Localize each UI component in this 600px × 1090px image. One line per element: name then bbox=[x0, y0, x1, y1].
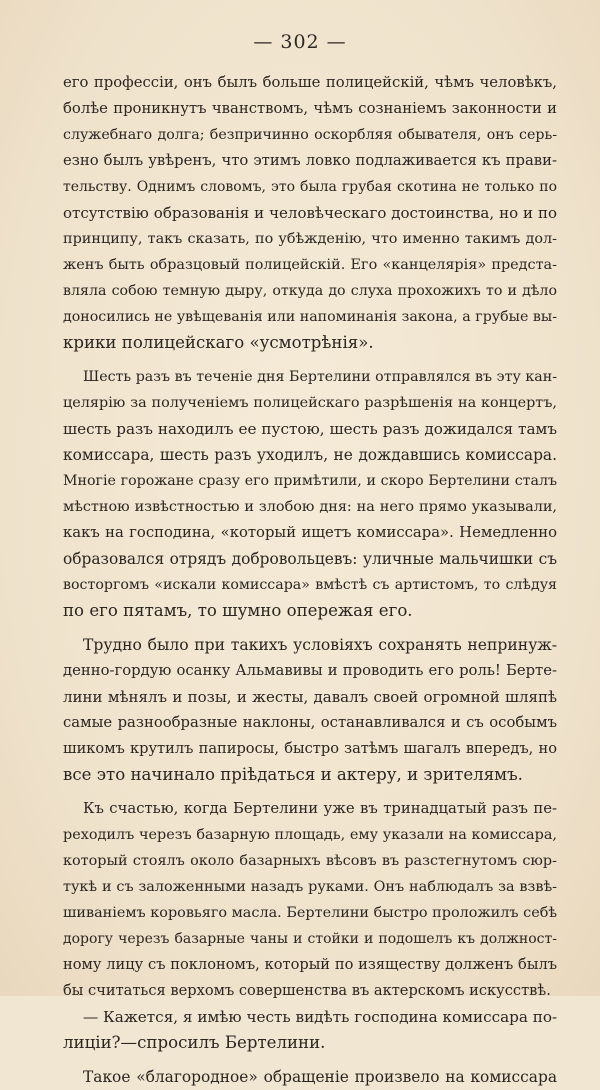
text-line: Такое «благородное» обращеніе произвело на комиссара bbox=[83, 1068, 557, 1086]
text-line: лиціи?—спросилъ Бертелини. bbox=[63, 1033, 326, 1052]
text-line: комиссара, шесть разъ уходилъ, не дождавшись комиссара. bbox=[63, 446, 557, 464]
page-number: — 302 — bbox=[253, 31, 347, 53]
text-line: ному лицу съ поклономъ, который по изяществу долженъ былъ bbox=[63, 956, 557, 973]
text-line: дорогу черезъ базарные чаны и стойки и подошелъ къ должност- bbox=[63, 931, 557, 947]
paragraph-6 bbox=[63, 1064, 557, 1090]
text-line: тельству. Однимъ словомъ, это была грубая скотина не только по bbox=[63, 179, 557, 195]
text-line: восторгомъ «искали комиссара» вмѣстѣ съ артистомъ, то слѣдуя bbox=[63, 577, 557, 593]
text-line: — Кажется, я имѣю честь видѣть господина комиссара по- bbox=[83, 1008, 558, 1026]
text-line: езно былъ увѣренъ, что этимъ ловко подлаживается къ прави- bbox=[63, 152, 557, 169]
body-text bbox=[63, 70, 557, 1090]
text-line: служебнаго долга; безпричинно оскорбляя обывателя, онъ серь- bbox=[63, 127, 557, 143]
text-line: женъ быть образцовый полицейскій. Его «канцелярія» предста- bbox=[63, 257, 557, 273]
text-line: лини мѣнялъ и позы, и жесты, давалъ своей огромной шляпѣ bbox=[63, 688, 557, 706]
paragraph-2 bbox=[63, 364, 557, 624]
text-line: шикомъ крутилъ папиросы, быстро затѣмъ шагалъ впередъ, но bbox=[63, 740, 557, 757]
text-line: его профессіи, онъ былъ больше полицейскій, чѣмъ человѣкъ, bbox=[63, 74, 557, 91]
text-line: образовался отрядъ добровольцевъ: уличные мальчишки съ bbox=[63, 550, 557, 568]
text-line: самые разнообразные наклоны, останавливался и съ особымъ bbox=[63, 714, 557, 731]
text-line: принципу, такъ сказать, по убѣжденію, что именно такимъ дол- bbox=[63, 231, 557, 247]
text-line: Многіе горожане сразу его примѣтили, и скоро Бертелини сталъ bbox=[63, 473, 557, 489]
text-line: какъ на господина, «который ищетъ комиссара». Немедленно bbox=[63, 524, 557, 541]
text-line: который стоялъ около базарныхъ вѣсовъ въ разстегнутомъ сюр- bbox=[63, 853, 557, 869]
text-line: бы считаться верхомъ совершенства въ актерскомъ искусствѣ. bbox=[63, 982, 551, 999]
text-line: мѣстною извѣстностью и злобою дня: на него прямо указывали, bbox=[63, 499, 557, 515]
text-line: реходилъ черезъ базарную площадь, ему указали на комиссара, bbox=[63, 827, 557, 843]
text-line: болѣе проникнутъ чванствомъ, чѣмъ сознаніемъ законности и bbox=[63, 100, 557, 117]
text-line: шесть разъ находилъ ее пустою, шесть разъ дожидался тамъ bbox=[63, 420, 557, 438]
text-line: по его пятамъ, то шумно опережая его. bbox=[63, 601, 413, 620]
text-line: доносились не увѣщеванія или напоминанія закона, а грубые вы- bbox=[63, 309, 557, 325]
paragraph-3 bbox=[63, 632, 557, 788]
paragraph-5 bbox=[63, 1004, 557, 1056]
text-line: денно-гордую осанку Альмавивы и проводить его роль! Берте- bbox=[63, 662, 557, 679]
text-line: вляла собою темную дыру, откуда до слуха прохожихъ то и дѣло bbox=[63, 283, 557, 299]
paragraph-4 bbox=[63, 796, 557, 1004]
text-line: тукѣ и съ заложенными назадъ руками. Онъ наблюдалъ за взвѣ- bbox=[63, 879, 557, 895]
text-line: Къ счастью, когда Бертелини уже въ тринадцатый разъ пе- bbox=[83, 800, 557, 817]
text-line: крики полицейскаго «усмотрѣнія». bbox=[63, 333, 374, 352]
text-line: Трудно было при такихъ условіяхъ сохранять непринуж- bbox=[83, 636, 557, 654]
text-line: отсутствію образованія и человѣческаго достоинства, но и по bbox=[63, 204, 557, 222]
paragraph-1 bbox=[63, 70, 557, 356]
text-line: все это начинало пріѣдаться и актеру, и зрителямъ. bbox=[63, 765, 523, 784]
text-line: шиваніемъ коровьяго масла. Бертелини быстро проложилъ себѣ bbox=[63, 905, 558, 921]
text-line: целярію за полученіемъ полицейскаго разрѣшенія на концертъ, bbox=[63, 395, 557, 411]
text-line: Шесть разъ въ теченіе дня Бертелини отправлялся въ эту кан- bbox=[83, 369, 557, 385]
